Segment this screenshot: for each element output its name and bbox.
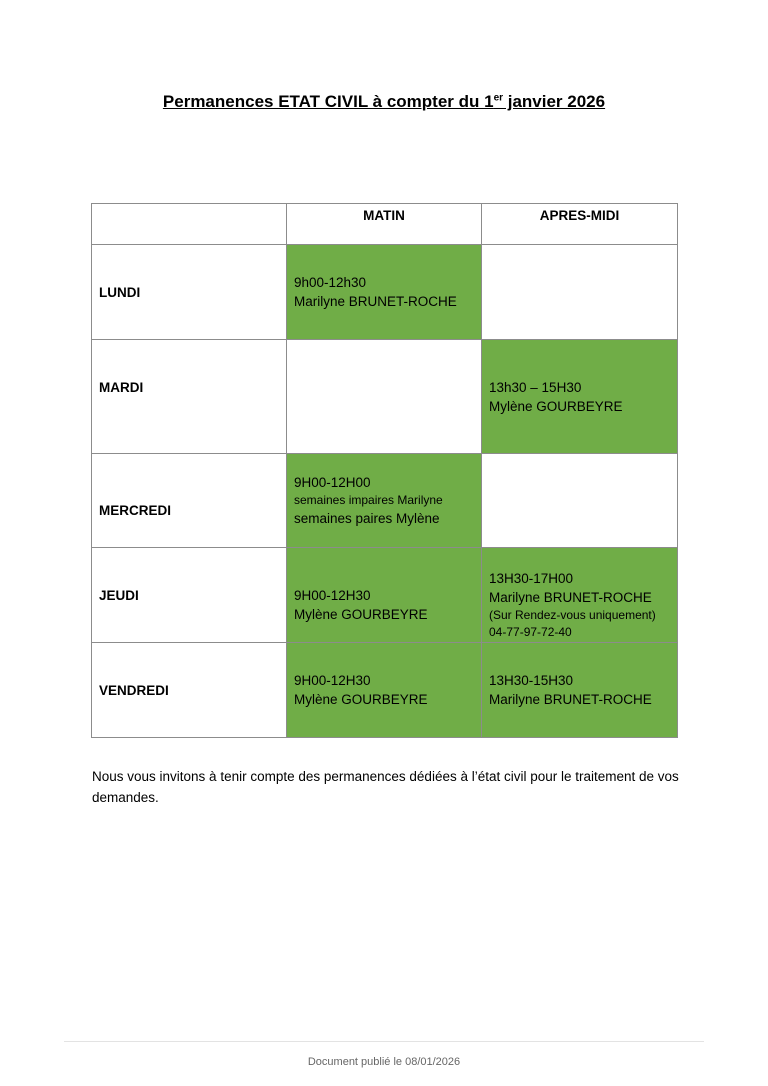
slot-mardi-apres-midi bbox=[482, 340, 678, 454]
day-jeudi: JEUDI bbox=[92, 548, 287, 643]
footer-text: Document publié le 08/01/2026 bbox=[307, 1056, 461, 1068]
title-text: Permanences ETAT CIVIL à compter du 1 bbox=[162, 92, 494, 111]
slot-time: 9H00-12H30 bbox=[294, 673, 371, 688]
slot-note: semaines impaires Marilyne bbox=[294, 493, 443, 507]
slot-note: semaines paires Mylène bbox=[294, 511, 440, 526]
row-mardi bbox=[92, 340, 678, 454]
slot-person: Mylène GOURBEYRE bbox=[294, 606, 428, 622]
slot-time: 9h00-12h30 bbox=[294, 275, 367, 290]
page-title bbox=[0, 92, 768, 112]
slot-phone: 04-77-97-72-40 bbox=[489, 624, 572, 639]
row-lundi bbox=[92, 245, 678, 340]
empty-header-cell bbox=[92, 204, 287, 245]
column-header-apres-midi: APRES-MIDI bbox=[482, 204, 678, 245]
slot-time: 13H30-17H00 bbox=[489, 570, 574, 586]
slot-lundi-apres-midi bbox=[482, 245, 678, 340]
slot-time: 9H00-12H00 bbox=[294, 475, 371, 490]
day-mardi: MARDI bbox=[92, 340, 287, 454]
header-row bbox=[92, 204, 678, 245]
slot-jeudi-apres-midi bbox=[482, 548, 678, 643]
slot-vendredi-matin bbox=[287, 643, 482, 738]
slot-time: 13H30-15H30 bbox=[489, 673, 574, 688]
note-paragraph: Nous vous invitons à tenir compte des permanences dédiées à l’état civil pour le traitement de vos demandes. bbox=[92, 769, 679, 805]
row-jeudi bbox=[92, 548, 678, 643]
day-vendredi: VENDREDI bbox=[92, 643, 287, 738]
slot-mercredi-matin bbox=[287, 454, 482, 548]
row-mercredi bbox=[92, 454, 678, 548]
slot-vendredi-apres-midi bbox=[482, 643, 678, 738]
day-mercredi: MERCREDI bbox=[92, 454, 287, 548]
slot-person: Marilyne BRUNET-ROCHE bbox=[489, 692, 652, 707]
slot-time: 9H00-12H30 bbox=[294, 587, 371, 603]
slot-jeudi-matin bbox=[287, 548, 482, 643]
slot-note: (Sur Rendez-vous uniquement) bbox=[489, 607, 656, 622]
slot-person: Mylène GOURBEYRE bbox=[489, 398, 623, 414]
title-text-end: janvier 2026 bbox=[503, 92, 606, 111]
row-vendredi bbox=[92, 643, 678, 738]
slot-mercredi-apres-midi bbox=[482, 454, 678, 548]
footer-divider bbox=[64, 1041, 704, 1042]
slot-person: Marilyne BRUNET-ROCHE bbox=[294, 294, 457, 309]
column-header-matin: MATIN bbox=[287, 204, 482, 245]
day-lundi: LUNDI bbox=[92, 245, 287, 340]
slot-lundi-matin bbox=[287, 245, 482, 340]
slot-mardi-matin bbox=[287, 340, 482, 454]
title-superscript: er bbox=[493, 92, 504, 104]
slot-person: Mylène GOURBEYRE bbox=[294, 692, 428, 707]
slot-person: Marilyne BRUNET-ROCHE bbox=[489, 589, 652, 605]
schedule-table bbox=[91, 203, 678, 738]
slot-time: 13h30 – 15H30 bbox=[489, 379, 582, 395]
